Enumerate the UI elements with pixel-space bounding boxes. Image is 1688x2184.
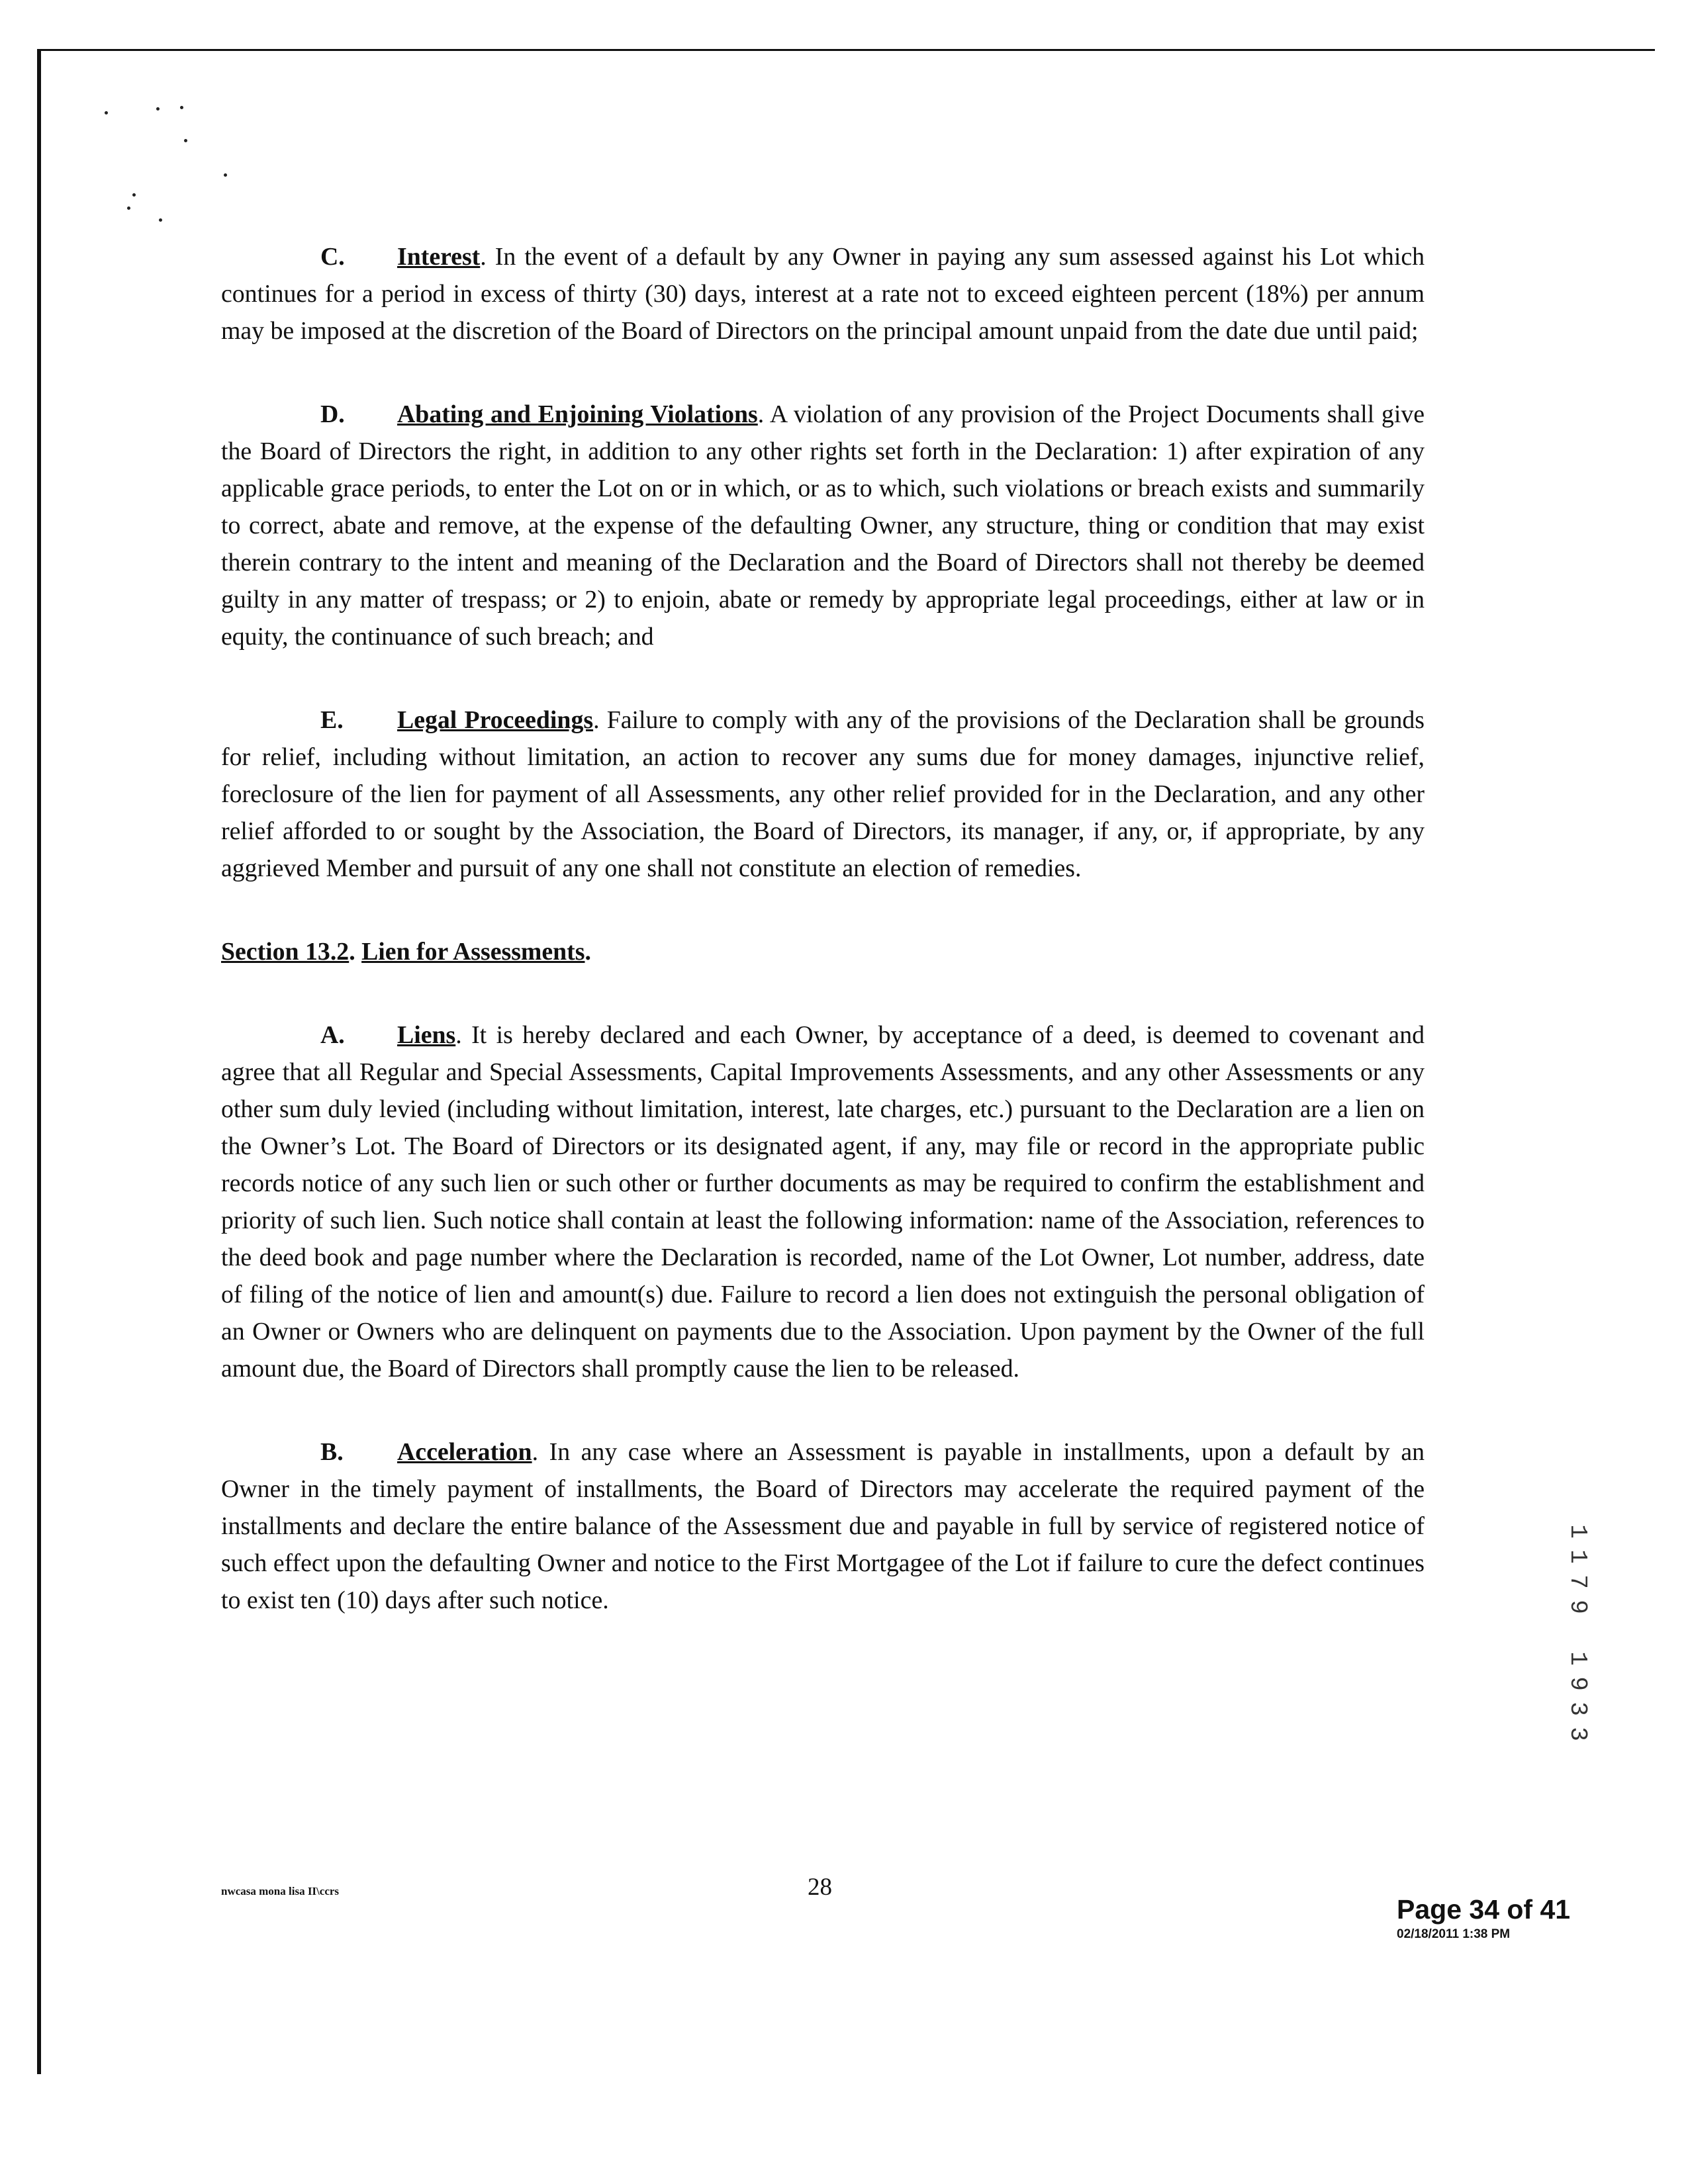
paragraph-b-acceleration (221, 1433, 1425, 1619)
scan-speck (156, 107, 160, 111)
scan-speck (105, 111, 108, 114)
page-number: 28 (808, 1874, 832, 1901)
paragraph-text: In any case where an Assessment is payable in installments, upon a default by an Owner in the timely payment of installments, the Board of Directors may accelerate the required payment of the installments and declare the entire balance of the Assessment due and payable in full by service of registered notice of such effect upon the defaulting Owner and notice to the First Mortgagee of the Lot if failure to cure the defect continues to exist ten (10) days after such notice. (221, 1438, 1425, 1614)
paragraph-marker: C. (320, 243, 345, 271)
section-heading (221, 933, 1425, 970)
section-title: Lien for Assessments (361, 938, 585, 966)
scan-speck (224, 173, 227, 177)
left-border-line (37, 49, 41, 2074)
paragraph-heading: Abating and Enjoining Violations (397, 400, 758, 428)
paragraph-text: It is hereby declared and each Owner, by acceptance of a deed, is deemed to covenant and agree that all Regular and Special Assessments, Capital Improvements Assessments, and any other Assessments or any other sum duly levied (including without limitation, interest, late charges, etc.) pursuant to the Declaration are a lien on the Owner’s Lot. The Board of Directors or its designated agent, if any, may file or record in the appropriate public records notice of any such lien or such other or further documents as may be required to confirm the establishment and priority of such lien. Such notice shall contain at least the following information: name of the Association, references to the deed book and page number where the Declaration is recorded, name of the Lot Owner, Lot number, address, date of filing of the notice of lien and amount(s) due. Failure to record a lien does not extinguish the personal obligation of an Owner or Owners who are delinquent on payments due to the Association. Upon payment by the Owner of the full amount due, the Board of Directors shall promptly cause the lien to be released. (221, 1021, 1425, 1383)
heading-punct: . (455, 1021, 462, 1049)
stamp-digit: 3 (1564, 1727, 1591, 1741)
top-border-line (40, 49, 1655, 51)
stamp-digit: 3 (1564, 1702, 1591, 1716)
paragraph-e-legal-proceedings (221, 702, 1425, 887)
paragraph-heading: Acceleration (397, 1438, 532, 1466)
stamp-digit: 9 (1564, 1676, 1591, 1691)
heading-punct: . (480, 243, 487, 271)
section-sep: . (349, 938, 362, 966)
page-of-total: Page 34 of 41 (1397, 1894, 1571, 1925)
paragraph-marker: D. (320, 400, 345, 428)
stamp-digit: 7 (1564, 1574, 1591, 1589)
stamp-digit: 1 (1564, 1651, 1591, 1666)
scan-speck (132, 193, 136, 197)
paragraph-marker: E. (320, 706, 344, 734)
paragraph-d-violations (221, 396, 1425, 655)
scan-speck (159, 218, 162, 222)
stamp-digit: 1 (1564, 1549, 1591, 1564)
scan-speck (127, 206, 130, 210)
scan-speck (180, 106, 183, 109)
heading-punct: . (757, 400, 765, 428)
paragraph-a-liens (221, 1017, 1425, 1387)
section-end: . (585, 938, 591, 966)
scan-speck (184, 139, 187, 142)
paragraph-text: A violation of any provision of the Project Documents shall give the Board of Directors the right, in addition to any other rights set forth in the Declaration: 1) after expiration of any applicable grace periods, to enter the Lot on or in which, or as to which, such violations or breach exists and summarily to correct, abate and remove, at the expense of the defaulting Owner, any structure, thing or condition that may exist therein contrary to the intent and meaning of the Declaration and the Board of Directors shall not thereby be deemed guilty in any matter of trespass; or 2) to enjoin, abate or remedy by appropriate legal proceedings, either at law or in equity, the continuance of such breach; and (221, 400, 1425, 651)
file-reference: nwcasa mona lisa II\ccrs (221, 1885, 340, 1897)
section-label: Section 13.2 (221, 938, 350, 966)
paragraph-text: Failure to comply with any of the provisions of the Declaration shall be grounds for relief, including without limitation, an action to recover any sums due for money damages, injunctive relief, foreclosure of the lien for payment of all Assessments, any other relief provided for in the Declaration, and any other relief afforded to or sought by the Association, the Board of Directors, its manager, if any, or, if appropriate, by any aggrieved Member and pursuit of any one shall not constitute an election of remedies. (221, 706, 1425, 882)
paragraph-marker: A. (320, 1021, 345, 1049)
stamp-digit: 9 (1564, 1600, 1591, 1614)
heading-punct: . (532, 1438, 539, 1466)
paragraph-heading: Liens (397, 1021, 456, 1049)
paragraph-heading: Legal Proceedings (397, 706, 594, 734)
paragraph-c-interest (221, 238, 1425, 349)
paragraph-text: In the event of a default by any Owner in paying any sum assessed against his Lot which continues for a period in excess of thirty (30) days, interest at a rate not to exceed eighteen percent (18%) per annum may be imposed at the discretion of the Board of Directors on the principal amount unpaid from the date due until paid; (221, 243, 1425, 345)
heading-punct: . (593, 706, 600, 734)
paragraph-heading: Interest (397, 243, 481, 271)
document-body (221, 238, 1425, 1665)
vertical-document-stamp (1564, 1519, 1591, 1747)
stamp-digit: 1 (1564, 1524, 1591, 1539)
paragraph-marker: B. (320, 1438, 344, 1466)
print-timestamp: 02/18/2011 1:38 PM (1397, 1927, 1511, 1941)
